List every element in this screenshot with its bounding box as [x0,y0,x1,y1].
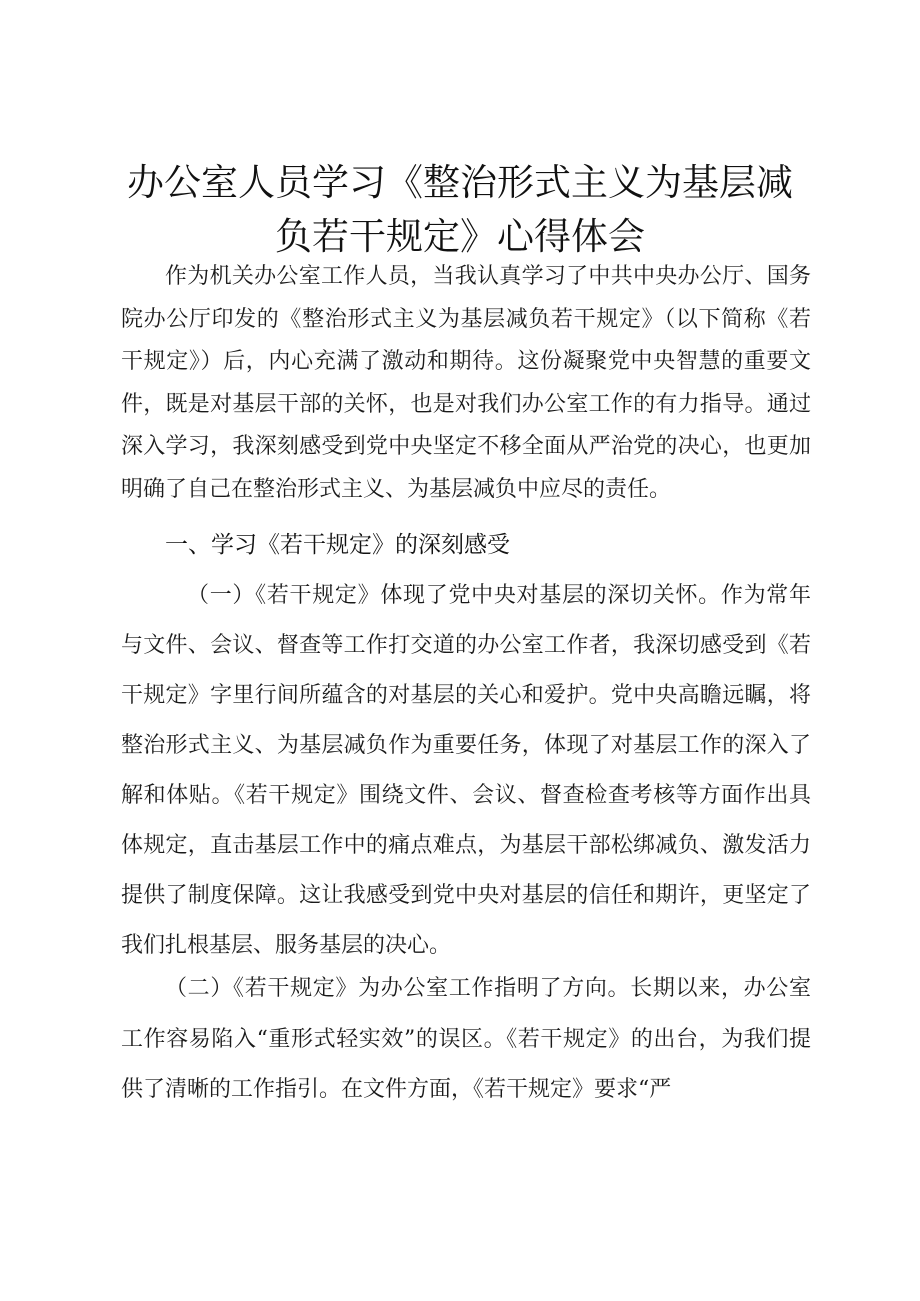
section-heading: 一、学习《若干规定》的深刻感受 [165,532,510,558]
section-paragraph-2: （二）《若干规定》为办公室工作指明了方向。长期以来，办公室工作容易陷入“重形式轻实效”的误区。《若干规定》的出台，为我们提供了清晰的工作指引。在文件方面，《若干规定》要求“严 [121,976,811,1102]
document-title: 办公室人员学习《整治形式主义为基层减负若干规定》心得体会 [127,161,793,258]
intro-paragraph: 作为机关办公室工作人员，当我认真学习了中共中央办公厅、国务院办公厅印发的《整治形式主义为基层减负若干规定》（以下简称《若干规定》）后，内心充满了激动和期待。这份凝聚党中央智慧的重要文件，既是对基层干部的关怀，也是对我们办公室工作的有力指导。通过深入学习，我深刻感受到党中央坚定不移全面从严治党的决心，也更加明确了自己在整治形式主义、为基层减负中应尽的责任。 [121,264,811,502]
section-paragraph-1: （一）《若干规定》体现了党中央对基层的深切关怀。作为常年与文件、会议、督查等工作打交道的办公室工作者，我深切感受到《若干规定》字里行间所蕴含的对基层的关心和爱护。党中央高瞻远瞩，将整治形式主义、为基层减负作为重要任务，体现了对基层工作的深入了解和体贴。《若干规定》围绕文件、会议、督查检查考核等方面作出具体规定，直击基层工作中的痛点难点，为基层干部松绑减负、激发活力提供了制度保障。这让我感受到党中央对基层的信任和期许，更坚定了我们扎根基层、服务基层的决心。 [121,583,811,958]
